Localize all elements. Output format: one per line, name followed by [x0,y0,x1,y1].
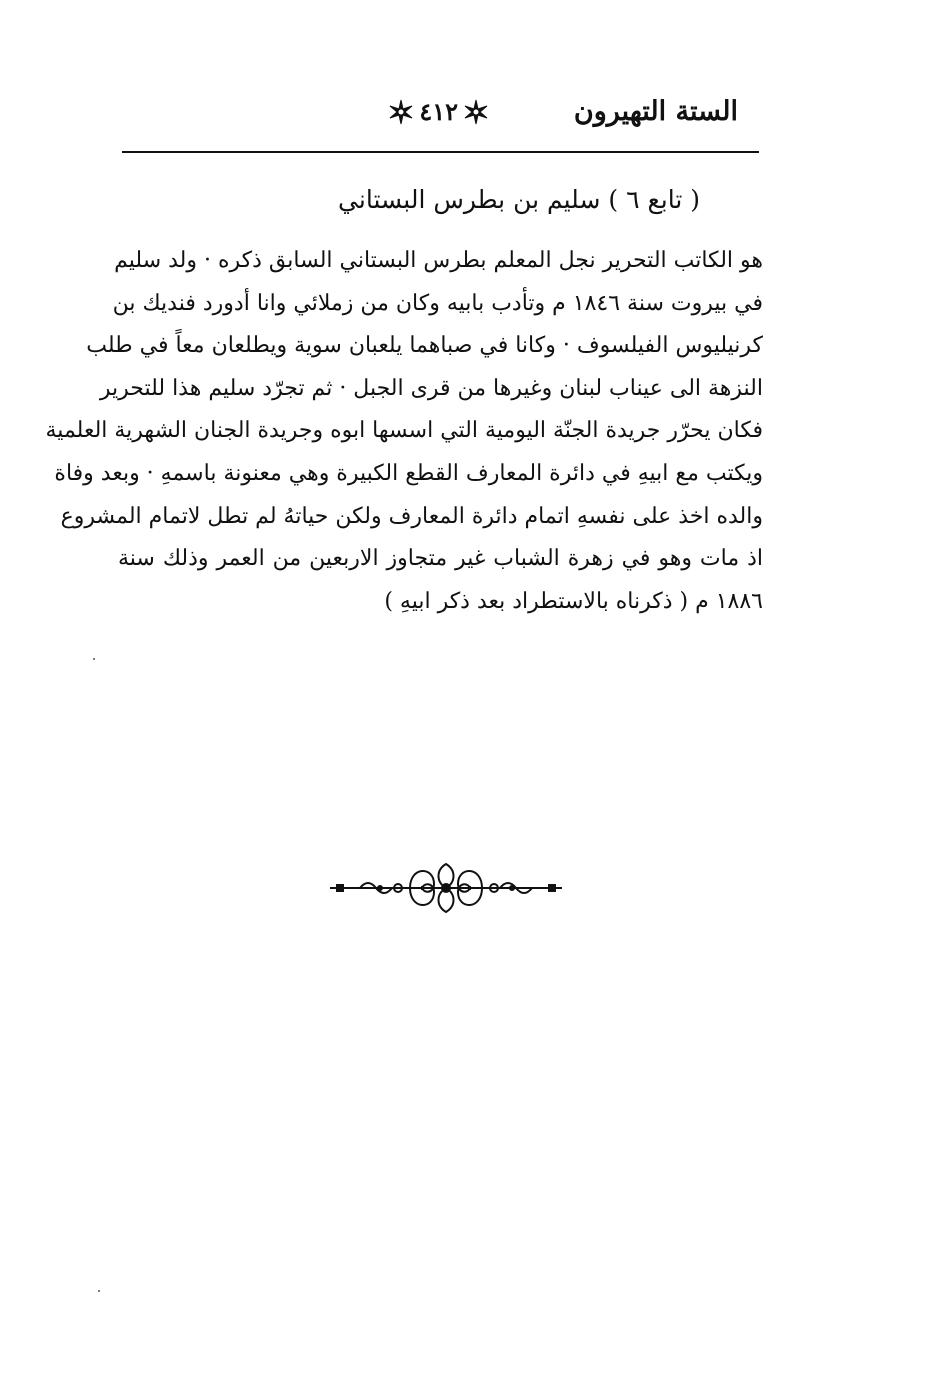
running-head [120,92,760,136]
paper-speck [93,658,95,660]
text-line: فكان يحرّر جريدة الجنّة اليومية التي اسسها ابوه وجريدة الجنان الشهرية العلمية [45,418,763,444]
text-line: ١٨٨٦ م ( ذكرناه بالاستطراد بعد ذكر ابيهِ ) [384,588,763,614]
star-flourish-icon [387,98,415,126]
section-heading: ( تابع ٦ ) سليم بن بطرس البستاني [338,185,700,214]
text-line: النزهة الى عيناب لبنان وغيرها من قرى الجبل · ثم تجرّد سليم هذا للتحرير [99,375,763,401]
text-line: والده اخذ على نفسهِ اتمام دائرة المعارف ولكن حياتهُ لم تطل لاتمام المشروع [60,503,763,529]
floral-tailpiece-icon [330,856,562,920]
running-title: الستة التهيرون [573,96,738,127]
page-number: ٤١٢ [419,97,458,126]
text-line: كرنيليوس الفيلسوف · وكانا في صباهما يلعبان سوية ويطلعان معاً في طلب [86,333,763,359]
page-number-group [387,94,490,130]
text-line: هو الكاتب التحرير نجل المعلم بطرس البستاني السابق ذكره · ولد سليم [114,248,763,273]
text-line: اذ مات وهو في زهرة الشباب غير متجاوز الاربعين من العمر وذلك سنة [118,546,763,572]
header-rule [122,151,759,153]
text-line: في بيروت سنة ١٨٤٦ م وتأدب بابيه وكان من زملائي وانا أدورد فنديك بن [112,290,763,316]
text-line: ويكتب مع ابيهِ في دائرة المعارف القطع الكبيرة وهي معنونة باسمهِ · وبعد وفاة [54,460,763,486]
body-paragraph [45,240,763,623]
paper-speck [98,1290,100,1292]
star-flourish-icon [462,98,490,126]
